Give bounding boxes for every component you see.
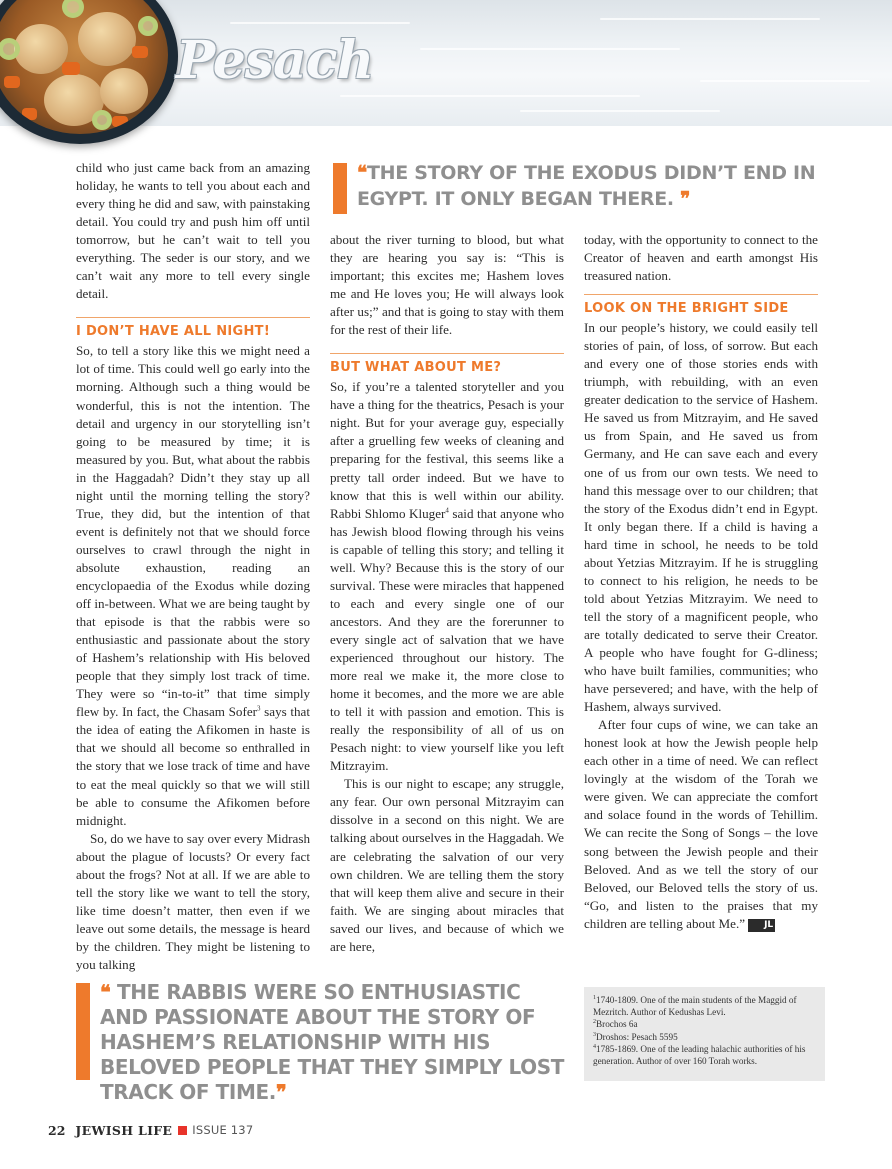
paragraph: So, if you’re a talented storyteller and you have a thing for the theatrics, Pesach is your night. But for your average guy, especially after a gruelling few weeks of cleaning and preparing for the festival, this seems like a pretty tall order indeed. But we have to know that this is well within our ability. Rabbi Shlomo Kluger$^4$ said that anyone who has Jewish blood flowing through his veins is capable of telling this story; and telling it well. Why? Because this is the story of our survival. These were miracles that happened to each and every single one of our ancestors. And they are the forerunner to every single act of salvation that we have experienced throughout our history. The more real we make it, the more close to home it becomes, and the more we are able to tell it with passion and emotion. This is really the responsibility of all of us on Pesach night: to view yourself like you left Mitzrayim. [330,379,564,774]
footnotes-box [584,987,825,1081]
subheading: LOOK ON THE BRIGHT SIDE [584,294,818,318]
square-icon [178,1126,187,1135]
page-number: 22 [48,1122,66,1138]
paragraph: So, to tell a story like this we might need a lot of time. This could well go early into the morning. Although such a thing would be wonderful, this is not the intention. The detail and urgency in our storytelling isn’t going to be measured by time; it is measured by you. But, what about the rabbis in the Haggadah? Didn’t they stay up all night until the morning telling the story? True, they did, but the intention of that event is definitely not that we should force ourselves to crawl through the night in absolute exhaustion, reading an encyclopaedia of the Exodus while dozing off in-between. What we are being taught by that episode is that the rabbis were so enthusiastic and passionate about the story of Hashem’s relationship with His beloved people that they simply lost track of time. They were so “in-to-it” that time simply flew by. In fact, the Chasam Sofer$^3$ says that the idea of eating the Afikomen in haste is that we should all become so enthralled in the story that we lose track of time and have to eat the meal quickly so that we will still be able to consume the Afikomen before midnight. [76,343,310,828]
open-quote-icon: ❝ [100,980,111,1004]
footnote-ref: 4 [445,506,449,515]
paragraph: about the river turning to blood, but what they are hearing you say is: “This is important; this excites me; Hashem loves me and He loves you; He will always look after us;” and that is going to stay with them for the rest of their life. [330,232,564,338]
issue-number: ISSUE 137 [192,1123,254,1137]
paragraph: This is our night to escape; any struggle, any fear. Our own personal Mitzrayim can dissolve in a second on this night. We are talking about ourselves in the Haggadah. We are celebrating the salvation of our very own children. We are telling them the story that will keep them alive and secure in their faith. We are singing about miracles that saved our lives, and because of which we are here, [330,776,564,954]
footnote: $^3$Droshos: Pesach 5595 [593,1031,678,1042]
footnote-ref: 3 [257,704,261,713]
footnote: $^4$1785-1869. One of the leading halachic authorities of his generation. Author of over 160 Torah works. [593,1043,806,1067]
pull-quote-bar [76,983,90,1080]
paragraph: In our people’s history, we could easily tell stories of pain, of loss, of sorrow. But each and every one of those stories ends with triumph, with rebuilding, with an even greater dedication to the service of Hashem. He saved us from Mitzrayim, and He saved us from Spain, and He saved us from Germany, and He can save each and every one of us from our own tests. We need to hand this message over to our children; that the story of the Exodus didn’t end in Egypt. It only began there. If a child is having a hard time in school, he needs to be told about Yetzias Mitzrayim. If he is struggling to connect to his religion, he needs to be told about Yetzias Mitzrayim. We need to tell the story of a magnificent people, who are totally dedicated to serve their Creator. A people who have fought for G-dliness; who have built families, communities; who have persevered; and have, with the help of Hashem, always survived. [584,320,818,715]
close-quote-icon: ❞ [680,188,691,210]
footnote: $^2$Brochos 6a [593,1019,638,1030]
paragraph: today, with the opportunity to connect to the Creator of heaven and earth amongst His treasured nation. [584,232,818,284]
paragraph: So, do we have to say over every Midrash about the plague of locusts? Or every fact about the frogs? Not at all. If we are able to tell the story like we want to tell the story, like time doesn’t matter, then even if we leave out some details, the message is heard by the children. They might be listening to you talking [76,830,310,972]
open-quote-icon: ❝ [357,162,367,184]
article-column-1 [76,159,310,974]
paragraph: child who just came back from an amazing holiday, he wants to tell you about each and every thing he did and saw, with painstaking detail. You could try and push him off until tomorrow, but he can’t wait to tell you everything. The seder is our story, and we can’t wait any more to tell every single detail. [76,160,310,302]
subheading: I DON’T HAVE ALL NIGHT! [76,317,310,341]
end-mark-logo: JL [748,919,775,932]
close-quote-icon: ❞ [275,1080,287,1104]
pull-quote-bottom [100,980,570,1105]
page-footer [48,1122,253,1138]
section-title: Pesach [176,30,374,91]
subheading: BUT WHAT ABOUT ME? [330,353,564,377]
pull-quote-top [357,160,827,212]
footnote: $^1$1740-1809. One of the main students of the Maggid of Mezritch. Author of Kedushas Levi. [593,994,797,1018]
magazine-name: JEWISH LIFE [75,1122,173,1138]
article-column-3 [584,231,818,933]
paragraph: After four cups of wine, we can take an honest look at how the Jewish people help each other in a time of need. We can reflect lovingly at the wisdom of the Torah we were given. We can appreciate the comfort and solace found in the words of Tehillim. We can recite the Song of Songs – the love song between the Jewish people and their Beloved. And as we tell the story of our Beloved, our Beloved tells the story of us. “Go, and listen to the praises that my children are telling about Me.” JL [584,717,818,931]
pull-quote-text: THE RABBIS WERE SO ENTHUSIASTIC AND PASSIONATE ABOUT THE STORY OF HASHEM’S RELATIONSHIP WITH HIS BELOVED PEOPLE THAT THEY SIMPLY LOST TRACK OF TIME. [100,980,565,1104]
article-column-2 [330,231,564,956]
pull-quote-bar [333,163,347,214]
pull-quote-text: THE STORY OF THE EXODUS DIDN’T END IN EGYPT. IT ONLY BEGAN THERE. [357,162,816,210]
